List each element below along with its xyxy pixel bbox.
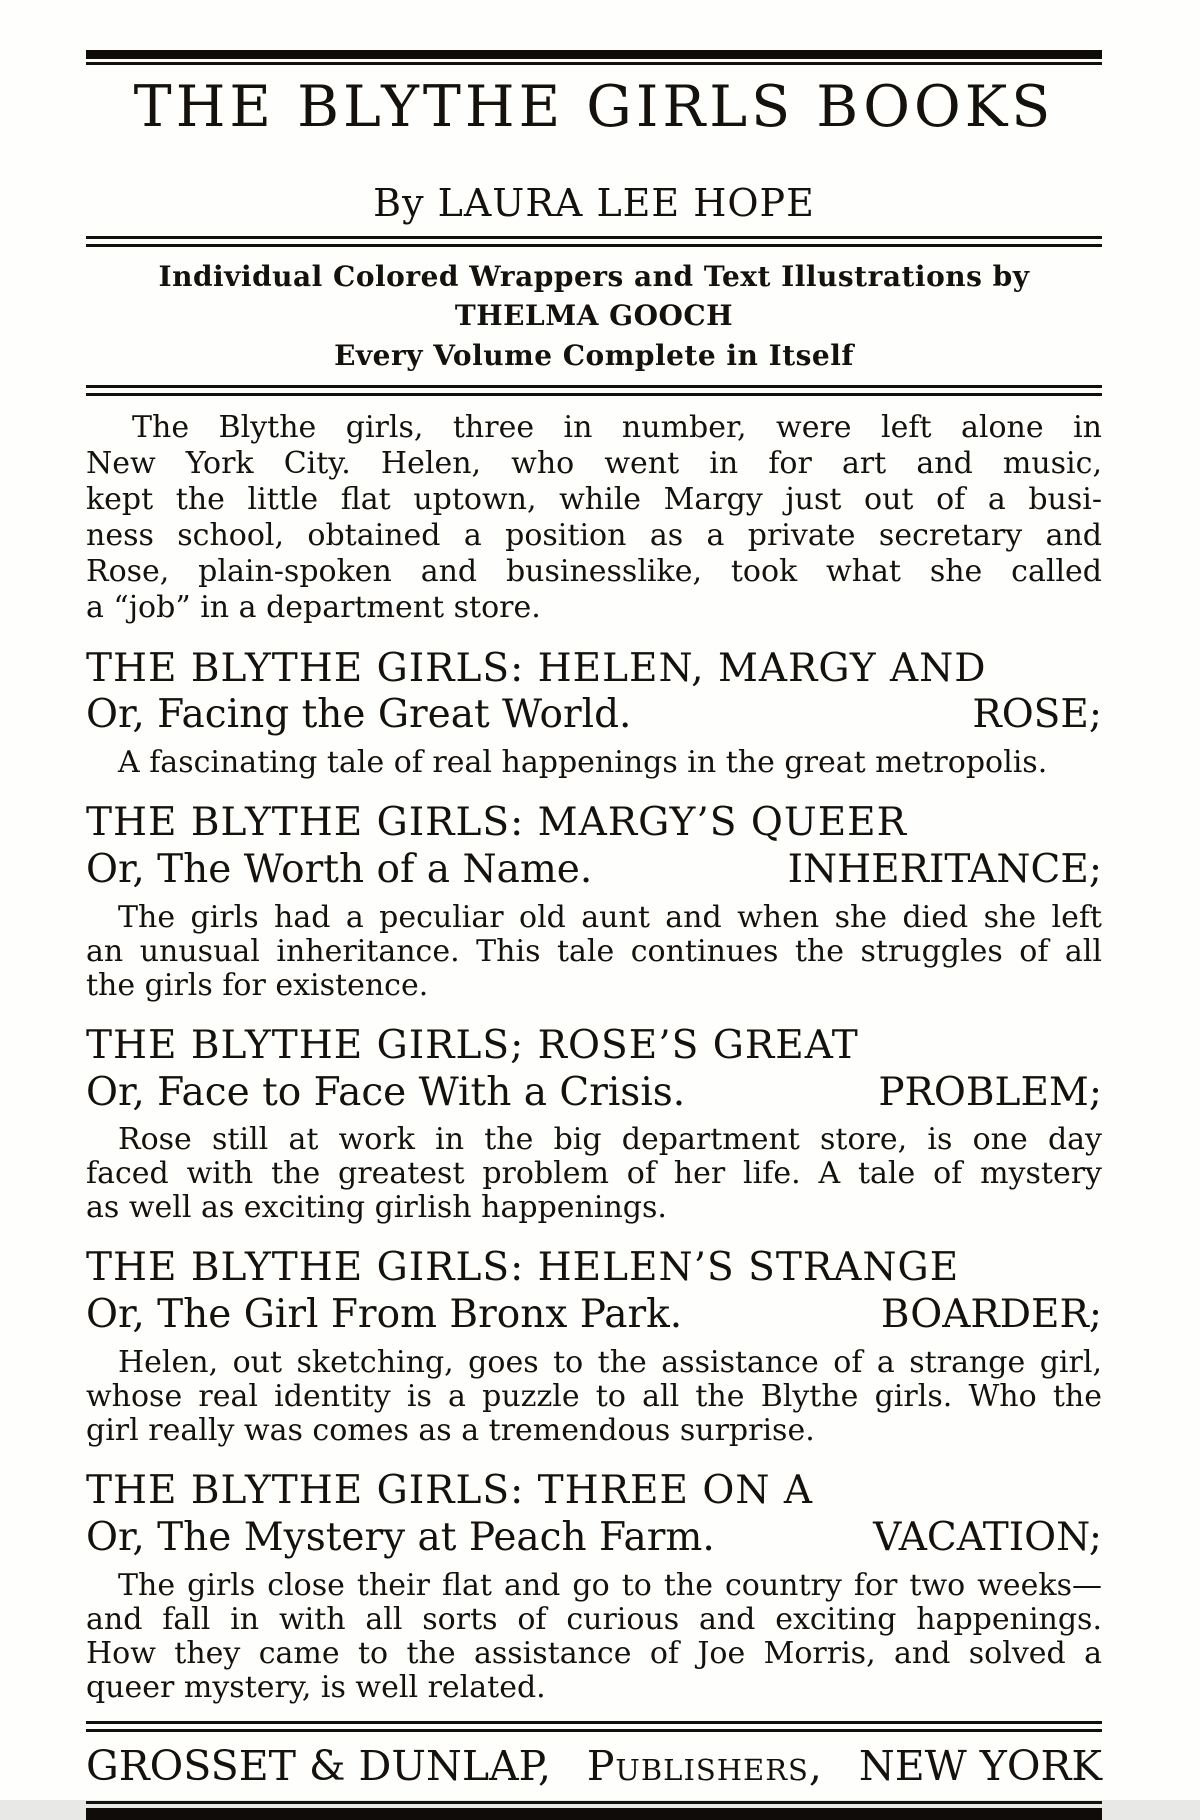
volume-note: Every Volume Complete in Itself	[334, 338, 854, 372]
author-byline: By LAURA LEE HOPE	[373, 180, 815, 225]
desc-line: whose real identity is a puzzle to all the Blythe girls. Who the	[86, 1379, 1102, 1415]
book-title: THE BLYTHE GIRLS; ROSE’S GREAT	[86, 1022, 859, 1068]
book-description	[86, 1569, 1102, 1705]
desc-line: as well as exciting girlish happenings.	[86, 1190, 667, 1226]
book-title-continuation: INHERITANCE;	[787, 847, 1102, 893]
book-entry	[86, 646, 1102, 781]
desc-line: A fascinating tale of real happenings in the great metropolis.	[118, 745, 1048, 781]
page-title: THE BLYTHE GIRLS BOOKS	[133, 74, 1055, 140]
book-subtitle: Or, The Girl From Bronx Park.	[86, 1292, 683, 1338]
book-title-continuation: BOARDER;	[880, 1292, 1102, 1338]
illustrator-credit-line: Individual Colored Wrappers and Text Illustrations by	[158, 260, 1030, 294]
desc-line: Helen, out sketching, goes to the assistance of a strange girl,	[118, 1345, 1102, 1381]
intro-line: a “job” in a department store.	[86, 589, 541, 625]
bottom-rule-heavy	[86, 1808, 1102, 1820]
publisher-role: Publishers,	[586, 1741, 823, 1790]
intro-line: New York City. Helen, who went in for art and music,	[86, 445, 1102, 481]
series-intro-paragraph	[86, 410, 1102, 626]
credits-block	[86, 257, 1102, 375]
desc-line: The girls close their flat and go to the country for two weeks—	[118, 1567, 1102, 1603]
desc-line: girl really was comes as a tremendous surprise.	[86, 1413, 815, 1449]
book-entry	[86, 800, 1102, 1003]
desc-line: an unusual inheritance. This tale continues the struggles of all	[86, 933, 1102, 969]
bottom-rule-thin	[86, 1801, 1102, 1804]
desc-line: The girls had a peculiar old aunt and when she died she left	[118, 899, 1102, 935]
footer-divider	[86, 1721, 1102, 1732]
book-entry	[86, 1245, 1102, 1448]
intro-line: kept the little flat uptown, while Margy just out of a busi-	[86, 481, 1102, 517]
book-subtitle: Or, Facing the Great World.	[86, 692, 632, 738]
book-description	[86, 1346, 1102, 1448]
book-entry	[86, 1468, 1102, 1705]
book-title-continuation: PROBLEM;	[878, 1069, 1102, 1115]
desc-line: and fall in with all sorts of curious and exciting happenings.	[86, 1601, 1102, 1637]
book-title: THE BLYTHE GIRLS: MARGY’S QUEER	[86, 800, 907, 846]
book-title-continuation: ROSE;	[972, 692, 1102, 738]
book-subtitle: Or, The Mystery at Peach Farm.	[86, 1514, 715, 1560]
byline-divider	[86, 236, 1102, 247]
illustrator-name: THELMA GOOCH	[454, 299, 734, 333]
desc-line: Rose still at work in the big department store, is one day	[118, 1122, 1102, 1158]
intro-line: The Blythe girls, three in number, were left alone in	[132, 409, 1102, 445]
intro-line: Rose, plain-spoken and businesslike, took what she called	[86, 553, 1102, 589]
book-title: THE BLYTHE GIRLS: THREE ON A	[86, 1468, 814, 1514]
book-description	[86, 746, 1102, 780]
book-title: THE BLYTHE GIRLS: HELEN, MARGY AND	[86, 645, 987, 691]
book-description	[86, 901, 1102, 1003]
book-title: THE BLYTHE GIRLS: HELEN’S STRANGE	[86, 1245, 960, 1291]
top-rule-thin	[86, 62, 1102, 65]
book-entry	[86, 1023, 1102, 1226]
desc-line: faced with the greatest problem of her life. A tale of mystery	[86, 1156, 1102, 1192]
publisher-name: GROSSET & DUNLAP,	[86, 1741, 551, 1790]
top-rule-heavy	[86, 50, 1102, 59]
desc-line: How they came to the assistance of Joe Morris, and solved a	[86, 1635, 1102, 1671]
book-subtitle: Or, Face to Face With a Crisis.	[86, 1069, 686, 1115]
book-title-continuation: VACATION;	[873, 1514, 1102, 1560]
publisher-city: NEW YORK	[858, 1741, 1102, 1790]
desc-line: queer mystery, is well related.	[86, 1669, 546, 1705]
intro-line: ness school, obtained a position as a private secretary and	[86, 517, 1102, 553]
publisher-imprint	[86, 1742, 1102, 1791]
credits-divider	[86, 385, 1102, 396]
desc-line: the girls for existence.	[86, 967, 429, 1003]
book-description	[86, 1123, 1102, 1225]
book-subtitle: Or, The Worth of a Name.	[86, 847, 593, 893]
